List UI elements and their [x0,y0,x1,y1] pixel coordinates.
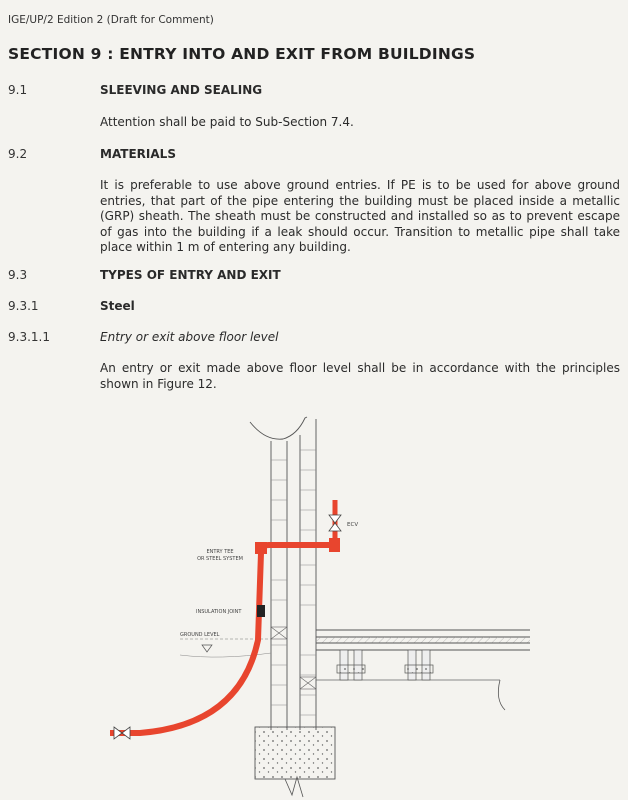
label-entry-tee: ENTRY TEE [206,549,234,555]
foundation [255,727,335,797]
heading-entry-above-floor-level: Entry or exit above floor level [100,330,279,344]
section-number-9-1: 9.1 [8,83,28,97]
figure-12-diagram [100,405,530,800]
heading-steel: Steel [100,299,135,313]
heading-materials: MATERIALS [100,147,176,161]
heading-types-of-entry-and-exit: TYPES OF ENTRY AND EXIT [100,268,281,282]
gas-pipe [110,500,340,733]
service-valve [114,727,130,739]
label-steel-system: OR STEEL SYSTEM [197,556,243,562]
section-number-9-3-1: 9.3.1 [8,299,39,313]
joist-supports [337,650,433,680]
label-ecv: ECV [347,522,359,528]
paragraph-9-3-1-1: An entry or exit made above floor level shall be in accordance with the principles shown in Figure 12. [100,361,620,391]
section-number-9-3: 9.3 [8,268,28,282]
paragraph-9-1: Attention shall be paid to Sub-Section 7.4. [100,115,354,129]
section-number-9-3-1-1: 9.3.1.1 [8,330,50,344]
document-header: IGE/UP/2 Edition 2 (Draft for Comment) [8,14,214,26]
insulation-joint [257,605,265,617]
paragraph-9-2: It is preferable to use above ground entries. If PE is to be used for above ground entries, that part of the pipe entering the building must be placed inside a metallic (GRP) sheath. The sheath must be constructed and installed so as to prevent escape of gas into the building if a leak should occur. Transition to metallic pipe shall take place within 1 m of entering any building. [100,178,620,254]
wall-break-line [250,417,307,439]
label-ground-level: GROUND LEVEL [180,632,220,638]
heading-sleeving-and-sealing: SLEEVING AND SEALING [100,83,263,97]
section-title: SECTION 9 : ENTRY INTO AND EXIT FROM BUILDINGS [8,45,476,63]
ecv-valve [329,515,341,531]
wall-inner-leaf [271,441,287,730]
damp-proof-course [271,627,316,689]
label-insulation-joint: INSULATION JOINT [196,609,242,615]
section-number-9-2: 9.2 [8,147,28,161]
